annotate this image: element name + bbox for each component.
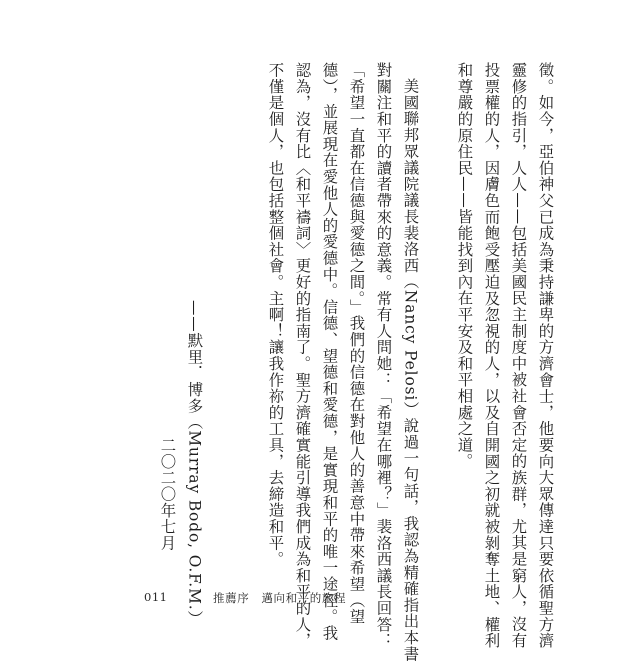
body-line: 德），並展現在愛他人的愛德中。信德、望德和愛德，是實現和平的唯一途徑。我 xyxy=(320,62,339,642)
author-signature: ——默里．博多（Murray Bodo, O.F.M.） xyxy=(185,300,204,627)
page-number: 011 xyxy=(144,590,168,604)
body-line: 投票權的人，因膚色而飽受壓迫及忽視的人，以及自開國之初就被剝奪土地、權利 xyxy=(482,62,501,649)
body-line: 靈修的指引，人人——包括美國民主制度中被社會否定的族群，尤其是窮人，沒有 xyxy=(509,62,528,649)
body-line: 和尊嚴的原住民——皆能找到內在平安及和平相處之道。 xyxy=(455,62,474,470)
body-line: 對關注和平的讀者帶來的意義。常有人問她：「希望在哪裡？」裴洛西議長回答： xyxy=(374,62,393,649)
body-line: 認為，沒有比〈和平禱詞〉更好的指南了。聖方濟確實能引導我們成為和平的人， xyxy=(293,62,312,649)
signature-date: 二〇二〇年七月 xyxy=(158,437,177,552)
body-line: 徵。如今，亞伯神父已成為秉持謙卑的方濟會士，他要向大眾傳達只要依循聖方濟 xyxy=(536,62,555,649)
body-line: 美國聯邦眾議院議長裴洛西（Nancy Pelosi）說過一句話，我認為精確指出本書 xyxy=(401,78,420,662)
body-line: 不僅是個人，也包括整個社會。主啊！讓我作祢的工具，去締造和平。 xyxy=(266,62,285,568)
running-title: 推薦序 邁向和平的旅程 xyxy=(213,591,347,605)
body-line: 「希望一直都在信德與愛德之間。」我們的信德在對他人的善意中帶來希望（望 xyxy=(347,62,366,625)
